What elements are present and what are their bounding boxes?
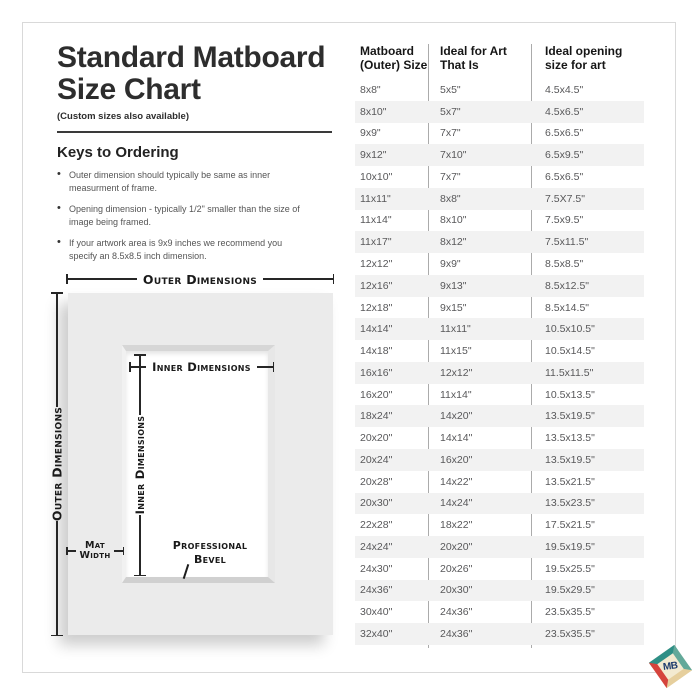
matboard-diagram: [68, 293, 333, 635]
measure-tick: [51, 635, 63, 637]
table-row: [355, 318, 644, 340]
table-cell: 8.5x8.5": [545, 258, 584, 270]
measure-tick: [134, 575, 146, 577]
outer-dimensions-vertical-measure: [50, 292, 64, 636]
table-cell: 14x24": [440, 497, 473, 510]
table-cell: 9x9": [440, 258, 461, 270]
table-cell: 18x24": [360, 410, 393, 423]
table-row: [355, 253, 644, 275]
custom-sizes-note: (Custom sizes also available): [57, 111, 189, 122]
table-row: [355, 340, 644, 362]
measure-tick: [123, 547, 125, 555]
table-row: [355, 493, 644, 515]
table-cell: 9x15": [440, 301, 467, 314]
table-cell: 14x22": [440, 475, 473, 488]
divider-rule: [57, 131, 332, 133]
column-header-opening-size: Ideal opening size for art: [545, 44, 623, 72]
table-cell: 20x24": [360, 453, 393, 466]
outer-dimensions-horizontal-measure: [66, 272, 334, 286]
table-cell: 17.5x21.5": [545, 519, 595, 532]
measure-tick: [333, 274, 335, 284]
table-cell: 8x10": [360, 105, 387, 118]
table-cell: 10x10": [360, 170, 393, 183]
table-row: [355, 623, 644, 645]
table-row: [355, 362, 644, 384]
table-cell: 20x30": [360, 497, 393, 510]
table-cell: 14x20": [440, 410, 473, 423]
table-cell: 14x18": [360, 345, 393, 358]
column-header-matboard-size: Matboard (Outer) Size: [360, 44, 428, 72]
table-cell: 13.5x23.5": [545, 497, 595, 510]
table-cell: 8.5x14.5": [545, 301, 590, 314]
table-row: [355, 101, 644, 123]
table-cell: 7x10": [440, 149, 467, 162]
table-row: [355, 427, 644, 449]
measure-line: [68, 550, 77, 552]
table-cell: 23.5x35.5": [545, 628, 595, 641]
mb-logo-icon: MB: [649, 645, 692, 688]
professional-bevel-label: Professional Bevel: [172, 539, 248, 566]
table-cell: 8.5x12.5": [545, 279, 590, 292]
ordering-tip: • Opening dimension - typically 1/2" smaller than the size of image being framed.: [57, 203, 309, 228]
table-cell: 11x14": [440, 388, 472, 401]
table-row: [355, 231, 644, 253]
table-cell: 23.5x35.5": [545, 606, 595, 619]
table-cell: 13.5x21.5": [545, 475, 595, 488]
measure-line: [68, 278, 137, 280]
table-cell: 30x40": [360, 606, 393, 619]
table-row: [355, 558, 644, 580]
table-cell: 9x13": [440, 279, 467, 292]
table-cell: 11x15": [440, 345, 472, 358]
table-cell: 12x16": [360, 279, 393, 292]
table-row: [355, 166, 644, 188]
table-cell: 7x7": [440, 127, 461, 140]
table-row: [355, 601, 644, 623]
table-cell: 16x16": [360, 366, 393, 379]
inner-dimensions-label-vertical: Inner Dimensions: [133, 415, 147, 515]
table-row: [355, 384, 644, 406]
table-cell: 10.5x13.5": [545, 388, 595, 401]
table-header-row: [355, 44, 644, 79]
measure-line: [139, 515, 141, 575]
table-cell: 24x36": [360, 584, 393, 597]
table-cell: 11x11": [360, 192, 391, 205]
table-cell: 13.5x19.5": [545, 410, 595, 423]
measure-tick: [273, 362, 275, 372]
table-cell: 9x9": [360, 127, 381, 140]
table-cell: 18x22": [440, 519, 473, 532]
table-cell: 20x26": [440, 562, 473, 575]
measure-line: [257, 366, 273, 368]
table-row: [355, 79, 644, 101]
table-row: [355, 210, 644, 232]
table-cell: 20x20": [440, 540, 473, 553]
table-cell: 19.5x25.5": [545, 562, 595, 575]
table-row: [355, 514, 644, 536]
brand-logo: [649, 645, 693, 689]
table-cell: 20x30": [440, 584, 473, 597]
table-row: [355, 536, 644, 558]
mat-width-measure: [66, 537, 124, 565]
table-cell: 24x36": [440, 606, 473, 619]
table-cell: 10.5x14.5": [545, 345, 595, 358]
inner-dimensions-horizontal-measure: [129, 360, 274, 374]
table-cell: 32x40": [360, 628, 393, 641]
table-cell: 16x20": [440, 453, 473, 466]
table-cell: 12x18": [360, 301, 393, 314]
table-cell: 6.5x6.5": [545, 170, 584, 183]
table-cell: 12x12": [360, 258, 393, 270]
outer-dimensions-label-vertical: Outer Dimensions: [49, 406, 65, 522]
measure-line: [56, 294, 58, 408]
table-cell: 7x7": [440, 170, 461, 183]
column-header-ideal-art: Ideal for Art That Is: [440, 44, 507, 72]
table-cell: 19.5x29.5": [545, 584, 595, 597]
table-cell: 13.5x13.5": [545, 432, 595, 445]
inner-dimensions-vertical-measure: [133, 354, 147, 576]
left-column: [57, 42, 337, 271]
table-row: [355, 188, 644, 210]
table-cell: 22x28": [360, 519, 393, 532]
table-cell: 7.5x9.5": [545, 214, 584, 227]
table-cell: 6.5x6.5": [545, 127, 584, 140]
table-cell: 6.5x9.5": [545, 149, 584, 162]
table-cell: 9x12": [360, 149, 387, 162]
table-cell: 8x8": [440, 192, 461, 205]
table-cell: 14x14": [360, 323, 393, 336]
table-cell: 20x20": [360, 432, 393, 445]
table-cell: 13.5x19.5": [545, 453, 595, 466]
table-row: [355, 144, 644, 166]
table-cell: 5x5": [440, 83, 461, 96]
table-row: [355, 297, 644, 319]
table-cell: 24x36": [440, 628, 473, 641]
table-row: [355, 449, 644, 471]
size-chart-table: [355, 44, 644, 648]
table-cell: 8x12": [440, 236, 467, 249]
table-cell: 11.5x11.5": [545, 366, 594, 379]
table-cell: 24x30": [360, 562, 393, 575]
table-row: [355, 405, 644, 427]
page-title-line2: Size Chart: [57, 73, 201, 106]
ordering-tips-list: [57, 169, 309, 262]
table-cell: 11x11": [440, 323, 471, 336]
table-cell: 8x8": [360, 83, 381, 96]
table-cell: 24x24": [360, 540, 393, 553]
table-cell: 16x20": [360, 388, 393, 401]
table-cell: 4.5x6.5": [545, 105, 584, 118]
inner-dimensions-label: Inner Dimensions: [152, 360, 251, 374]
table-cell: 5x7": [440, 105, 461, 118]
measure-line: [263, 278, 332, 280]
outer-dimensions-label: Outer Dimensions: [142, 271, 258, 287]
ordering-tip: • Outer dimension should typically be same as inner measurment of frame.: [57, 169, 309, 194]
table-row: [355, 471, 644, 493]
ordering-tip: • If your artwork area is 9x9 inches we recommend you specify an 8.5x8.5 inch dimension.: [57, 237, 309, 262]
table-cell: 4.5x4.5": [545, 83, 584, 96]
measure-line: [56, 521, 58, 635]
mat-width-label: Mat Width: [79, 539, 111, 561]
measure-line: [114, 550, 123, 552]
table-cell: 7.5x11.5": [545, 236, 589, 249]
table-row: [355, 275, 644, 297]
table-cell: 20x28": [360, 475, 393, 488]
table-body: [355, 79, 644, 645]
table-cell: 12x12": [440, 366, 473, 379]
page-title-line1: Standard Matboard: [57, 41, 326, 74]
table-cell: 8x10": [440, 214, 467, 227]
table-cell: 19.5x19.5": [545, 540, 595, 553]
measure-line: [139, 356, 141, 416]
table-cell: 10.5x10.5": [545, 323, 595, 336]
table-cell: 7.5X7.5": [545, 192, 585, 205]
table-row: [355, 123, 644, 145]
table-row: [355, 580, 644, 602]
keys-to-ordering-heading: Keys to Ordering: [57, 144, 179, 161]
table-cell: 14x14": [440, 432, 473, 445]
table-cell: 11x14": [360, 214, 392, 227]
table-cell: 11x17": [360, 236, 392, 249]
